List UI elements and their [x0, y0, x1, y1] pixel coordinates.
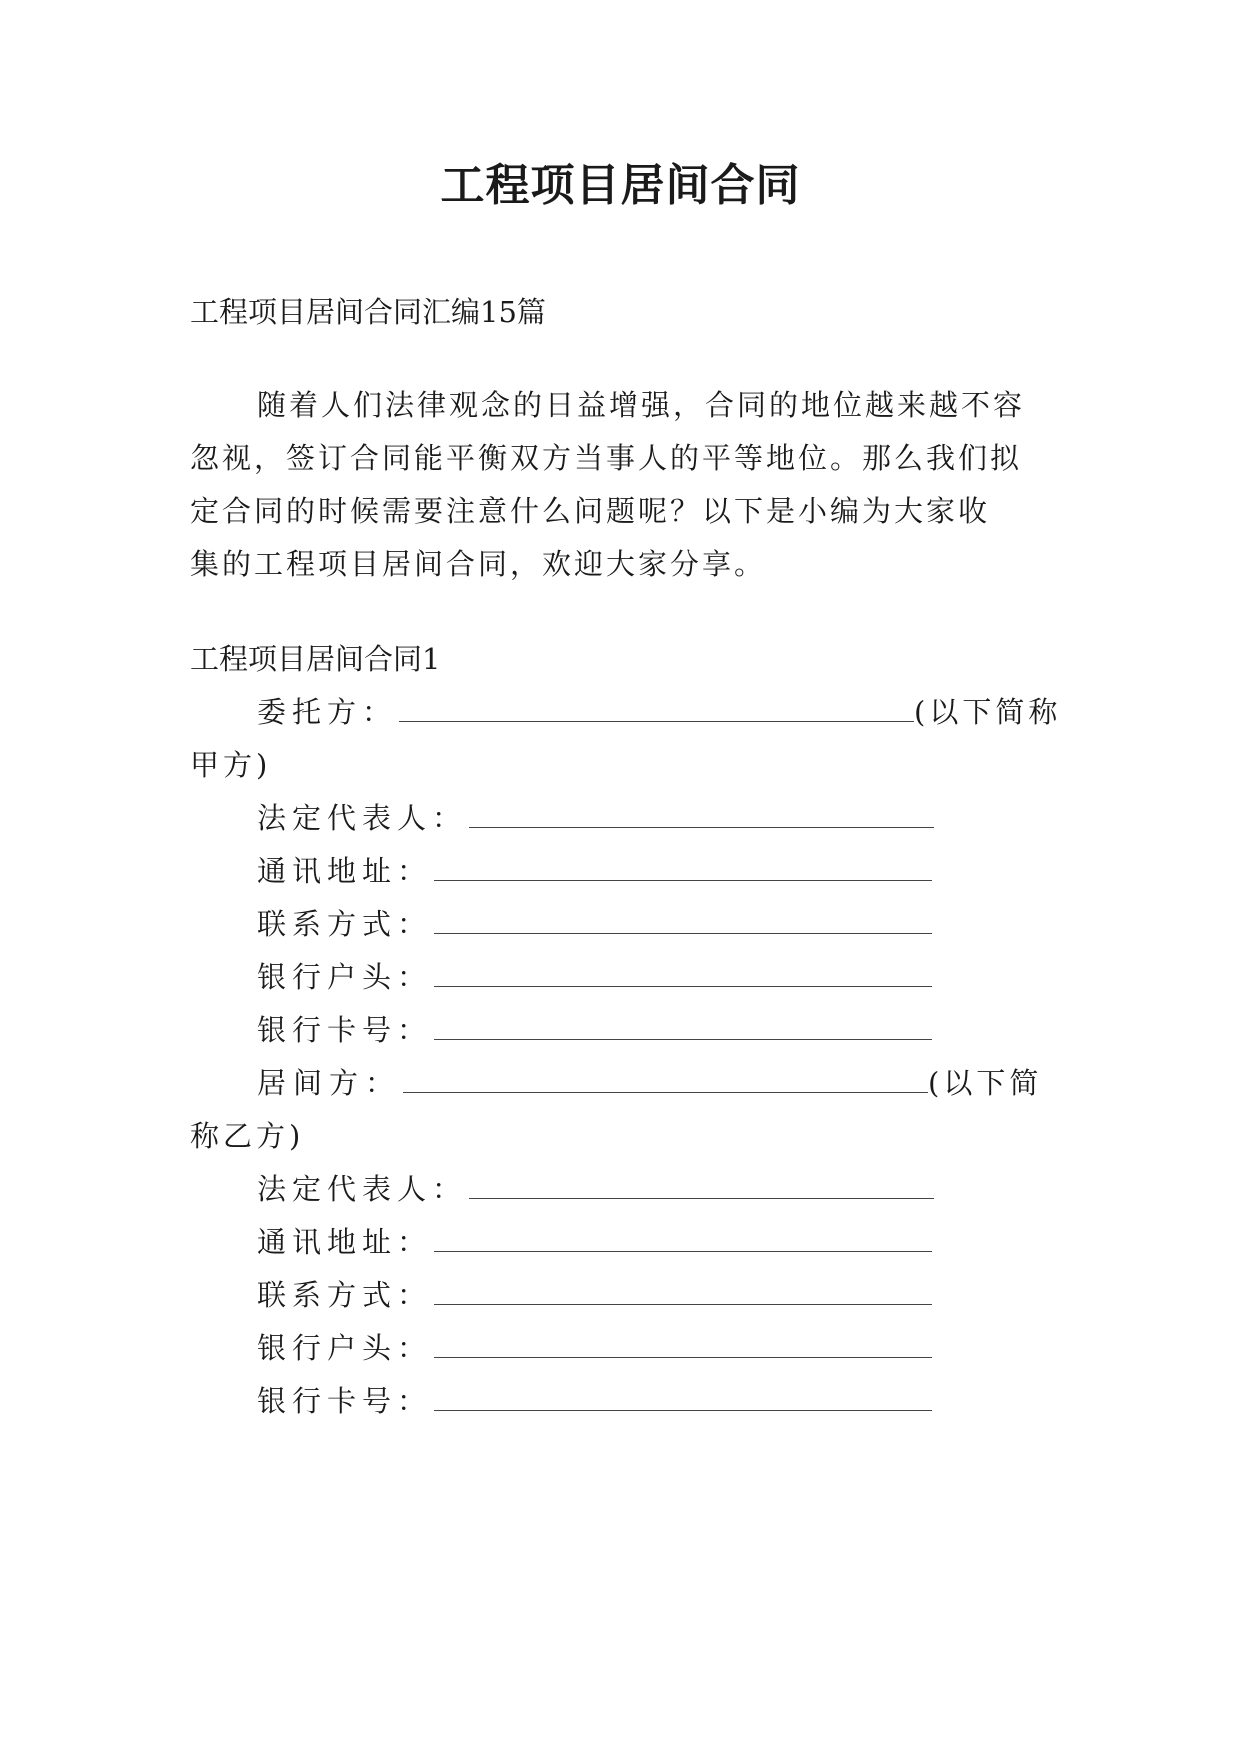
field-label: 通讯地址：	[257, 1225, 433, 1259]
contact-blank[interactable]	[434, 1280, 932, 1305]
party-a-continuation: 甲方)	[190, 748, 272, 782]
document-title: 工程项目居间合同	[440, 160, 801, 211]
address-blank[interactable]	[434, 1227, 932, 1252]
party-b-suffix: (以下简	[928, 1066, 1043, 1100]
party-a-label: 委托方：	[257, 695, 398, 729]
party-a-row	[257, 690, 1061, 734]
bank-card-blank[interactable]	[434, 1386, 932, 1411]
intro-line-1: 随着人们法律观念的日益增强，合同的地位越来越不容	[257, 388, 1026, 422]
field-label: 联系方式：	[257, 907, 433, 941]
field-label: 银行户头：	[257, 1331, 433, 1365]
party-b-field-row	[257, 1326, 932, 1370]
field-label: 通讯地址：	[257, 854, 433, 888]
field-label: 银行户头：	[257, 960, 433, 994]
address-blank[interactable]	[434, 856, 932, 881]
party-b-field-row	[257, 1167, 934, 1211]
bank-account-name-blank[interactable]	[434, 1333, 932, 1358]
field-label: 银行卡号：	[257, 1013, 433, 1047]
legal-rep-blank[interactable]	[469, 1174, 934, 1199]
field-label: 联系方式：	[257, 1278, 433, 1312]
bank-card-blank[interactable]	[434, 1015, 932, 1040]
field-label: 法定代表人：	[257, 801, 468, 835]
party-a-field-row	[257, 1008, 932, 1052]
party-a-field-row	[257, 955, 932, 999]
party-b-field-row	[257, 1273, 932, 1317]
intro-line-2: 忽视，签订合同能平衡双方当事人的平等地位。那么我们拟	[190, 441, 1023, 475]
legal-rep-blank[interactable]	[469, 803, 934, 828]
party-b-label: 居间方：	[257, 1066, 402, 1100]
party-b-row	[257, 1061, 1042, 1105]
intro-line-3: 定合同的时候需要注意什么问题呢？以下是小编为大家收	[190, 494, 991, 528]
party-a-field-row	[257, 796, 934, 840]
party-b-continuation: 称乙方)	[190, 1119, 305, 1153]
field-label: 银行卡号：	[257, 1384, 433, 1418]
party-b-blank[interactable]	[403, 1068, 928, 1093]
intro-line-4: 集的工程项目居间合同，欢迎大家分享。	[190, 547, 767, 581]
section-heading: 工程项目居间合同1	[190, 642, 441, 676]
party-a-blank[interactable]	[399, 697, 914, 722]
party-b-field-row	[257, 1220, 932, 1264]
party-b-field-row	[257, 1379, 932, 1423]
party-a-field-row	[257, 902, 932, 946]
bank-account-name-blank[interactable]	[434, 962, 932, 987]
party-a-suffix: (以下简称	[914, 695, 1062, 729]
contact-blank[interactable]	[434, 909, 932, 934]
party-a-field-row	[257, 849, 932, 893]
document-subtitle: 工程项目居间合同汇编15篇	[190, 295, 546, 329]
field-label: 法定代表人：	[257, 1172, 468, 1206]
